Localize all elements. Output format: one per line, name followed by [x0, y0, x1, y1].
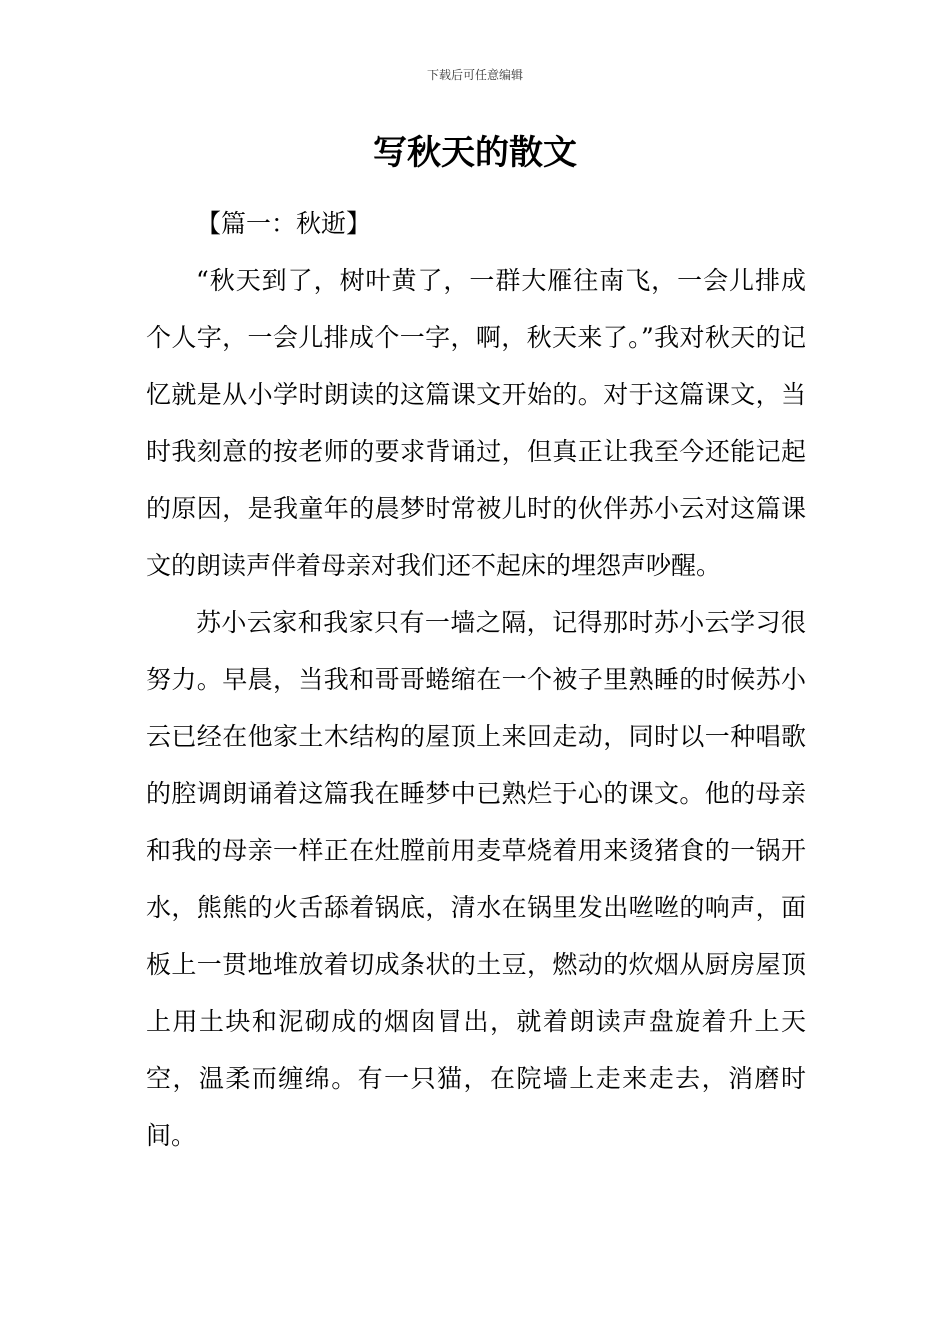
page-title: 写秋天的散文 [373, 133, 577, 173]
section-heading: 【篇一：秋逝】 [196, 209, 372, 238]
header-note: 下载后可任意编辑 [426, 68, 523, 82]
paragraph-2: 苏小云家和我家只有一墙之隔，记得那时苏小云学习很努力。早晨，当我和哥哥蜷缩在一个被子里熟睡的时候苏小云已经在他家土木结构的屋顶上来回走动，同时以一种唱歌的腔调朗诵着这篇我在睡梦中已熟烂于心的课文。他的母亲和我的母亲一样正在灶膛前用麦草烧着用来烫猪食的一锅开水，熊熊的火舌舔着锅底，清水在锅里发出咝咝的响声，面板上一贯地堆放着切成条状的土豆，燃动的炊烟从厨房屋顶上用土块和泥砌成的烟囱冒出，就着朗读声盘旋着升上天空，温柔而缠绵。有一只猫，在院墙上走来走去，消磨时间。 [146, 608, 806, 1150]
paragraph-1: “秋天到了，树叶黄了，一群大雁往南飞，一会儿排成个人字，一会儿排成个一字，啊，秋天来了。”我对秋天的记忆就是从小学时朗读的这篇课文开始的。对于这篇课文，当时我刻意的按老师的要求背诵过，但真正让我至今还能记起的原因，是我童年的晨梦时常被儿时的伙伴苏小云对这篇课文的朗读声伴着母亲对我们还不起床的埋怨声吵醒。 [146, 266, 806, 580]
document-body [146, 195, 806, 1164]
